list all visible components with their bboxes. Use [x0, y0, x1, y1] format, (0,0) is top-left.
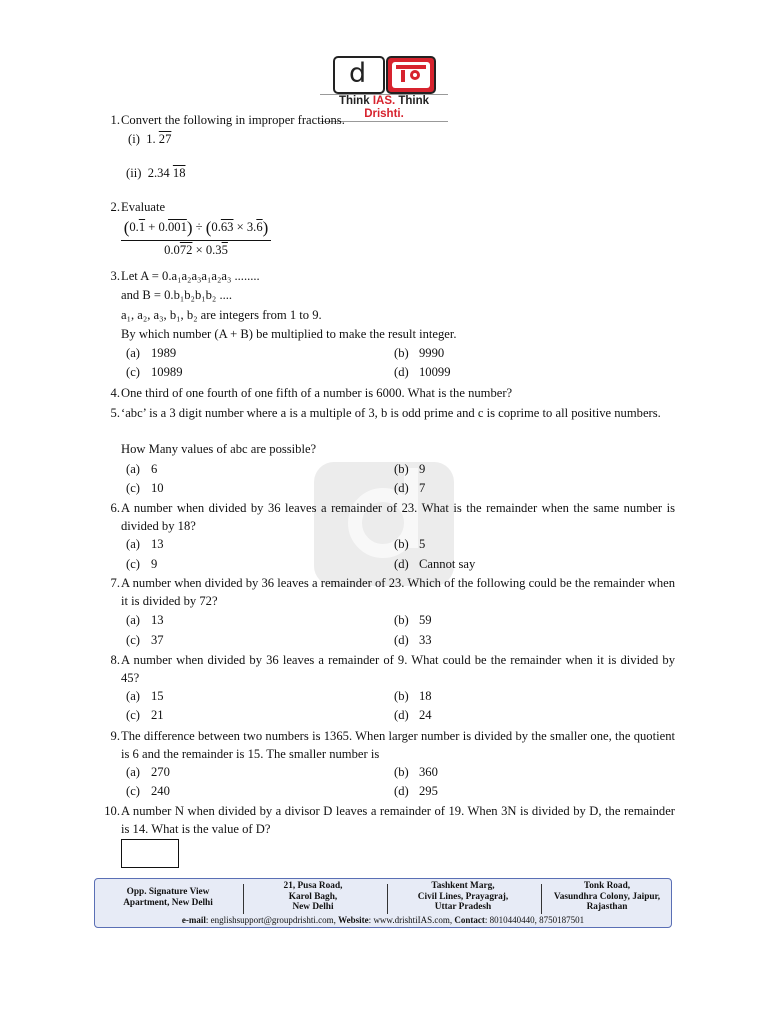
q3-option-d: (d) 10099	[394, 365, 451, 379]
q7-option-b: (b) 59	[394, 613, 432, 627]
q5-option-d: (d) 7	[394, 481, 426, 495]
q2-numerator: (0.1 + 0.001) ÷ (0.63 × 3.6)	[123, 218, 269, 237]
footer-email: englishsupport@groupdrishti.com	[210, 915, 334, 925]
logo-devanagari-mark	[386, 56, 436, 94]
q3-option-c: (c) 10989	[126, 365, 183, 379]
q5-option-b: (b) 9	[394, 462, 426, 476]
q10-answer-box[interactable]	[121, 839, 179, 868]
q6-option-b: (b) 5	[394, 537, 426, 551]
q7-option-c: (c) 37	[126, 633, 164, 647]
q3-option-b: (b) 9990	[394, 346, 445, 360]
footer-contact-line: e-mail: englishsupport@groupdrishti.com, Website: www.drishtiIAS.com, Contact: 8010440440, 8750187501	[181, 915, 585, 925]
q3-option-a: (a) 1989	[126, 346, 177, 360]
q3-line-3: a₁, a₂, a₃, b₁, b₂ are integers from 1 to 9.	[121, 308, 322, 322]
q2-expression	[121, 218, 271, 258]
q9-option-a: (a) 270	[126, 765, 170, 779]
footer-website: www.drishtiIAS.com	[373, 915, 450, 925]
q2-denominator: 0.072 × 0.35	[164, 243, 228, 257]
q9-option-c: (c) 240	[126, 784, 170, 798]
q9-option-d: (d) 295	[394, 784, 438, 798]
q8-option-d: (d) 24	[394, 708, 432, 722]
footer-address-3: Tashkent Marg, Civil Lines, Prayagraj, Uttar Pradesh	[417, 881, 509, 912]
q5-line-2: How Many values of abc are possible?	[121, 442, 317, 456]
q8-option-c: (c) 21	[126, 708, 164, 722]
q1-part-i: (i) 1. 27	[128, 132, 172, 146]
footer-address-2: 21, Pusa Road, Karol Bagh, New Delhi	[283, 881, 343, 912]
footer-address-4: Tonk Road, Vasundhra Colony, Jaipur, Rajasthan	[553, 881, 661, 912]
q5-option-a: (a) 6	[126, 462, 158, 476]
q8-option-b: (b) 18	[394, 689, 432, 703]
q9-option-b: (b) 360	[394, 765, 438, 779]
q6-option-a: (a) 13	[126, 537, 164, 551]
q6-option-c: (c) 9	[126, 557, 158, 571]
drishti-logo	[320, 54, 448, 120]
q3-line-2: and B = 0.b₁b₂b₁b₂ ....	[121, 288, 233, 302]
logo-d-mark: d	[333, 56, 385, 94]
q7-option-a: (a) 13	[126, 613, 164, 627]
footer-address-1: Opp. Signature View Apartment, New Delhi	[123, 887, 213, 908]
q5-option-c: (c) 10	[126, 481, 164, 495]
logo-tagline: Think IAS. Think Drishti.	[320, 94, 448, 122]
q3-line-4: By which number (A + B) be multiplied to make the result integer.	[121, 327, 457, 341]
q8-option-a: (a) 15	[126, 689, 164, 703]
q7-option-d: (d) 33	[394, 633, 432, 647]
q1-part-ii: (ii) 2.34 18	[126, 166, 186, 180]
footer-address-box	[94, 878, 672, 928]
footer-phone: 8010440440, 8750187501	[489, 915, 585, 925]
q6-option-d: (d) Cannot say	[394, 557, 476, 571]
